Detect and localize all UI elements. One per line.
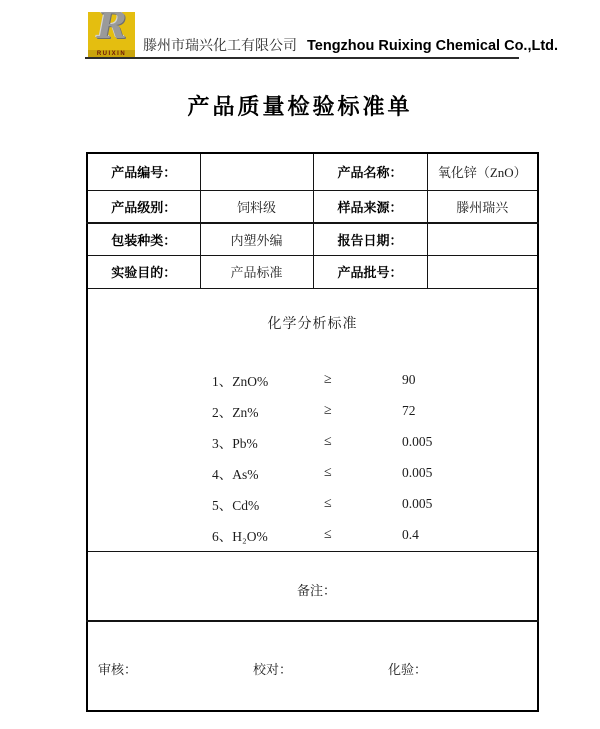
logo-r-icon: R xyxy=(97,12,127,47)
company-name-english: Tengzhou Ruixing Chemical Co.,Ltd. xyxy=(307,38,559,54)
sample-source-label: 样品来源： xyxy=(313,190,427,223)
analysis-item-no: 5、 xyxy=(212,498,233,513)
analysis-item xyxy=(212,396,537,427)
table-row xyxy=(87,190,538,223)
analysis-item-value: 0.005 xyxy=(402,496,433,511)
table-row xyxy=(87,621,538,711)
company-name-line xyxy=(143,35,583,55)
company-logo xyxy=(88,12,135,58)
analysis-item xyxy=(212,365,537,396)
analysis-item xyxy=(212,458,537,489)
batch-number-value xyxy=(427,255,538,288)
chemical-analysis-section xyxy=(87,288,538,551)
analysis-item-value: 0.005 xyxy=(402,465,433,480)
analysis-item-operator: ≤ xyxy=(324,527,332,542)
logo-brand-strip: RUIXIN xyxy=(88,50,135,58)
analysis-item xyxy=(212,520,537,551)
analysis-item-value: 0.005 xyxy=(402,434,433,449)
analysis-item-list xyxy=(88,365,537,551)
analysis-item-no: 4、 xyxy=(212,467,233,482)
table-row xyxy=(87,551,538,621)
analysis-item-name: As% xyxy=(232,467,259,482)
product-code-value xyxy=(200,153,313,190)
analysis-item-name: ZnO% xyxy=(232,374,269,389)
analysis-item-no: 6、 xyxy=(212,529,233,544)
header-divider xyxy=(85,57,519,59)
report-date-value xyxy=(427,223,538,255)
signoff-cell xyxy=(87,621,538,711)
analysis-item-name: Pb% xyxy=(232,436,258,451)
analysis-item-no: 1、 xyxy=(212,374,233,389)
analysis-heading: 化学分析标准 xyxy=(267,316,358,332)
product-grade-value: 饲料级 xyxy=(200,190,313,223)
analysis-item-operator: ≤ xyxy=(324,496,332,511)
proofread-label: 校对： xyxy=(253,662,293,677)
product-grade-label: 产品级别： xyxy=(87,190,200,223)
table-row xyxy=(87,255,538,288)
packaging-type-value: 内塑外编 xyxy=(200,223,313,255)
analysis-item-operator: ≤ xyxy=(324,465,332,480)
company-name-chinese: 滕州市瑞兴化工有限公司 xyxy=(143,39,297,54)
sample-source-value: 滕州瑞兴 xyxy=(427,190,538,223)
analysis-item-operator: ≥ xyxy=(324,372,332,387)
analysis-item xyxy=(212,427,537,458)
table-row xyxy=(87,288,538,551)
analysis-item-name: Cd% xyxy=(232,498,260,513)
analysis-item-no: 3、 xyxy=(212,436,233,451)
logo-square xyxy=(88,12,135,50)
test-label: 化验： xyxy=(388,662,428,677)
inspection-form-table xyxy=(86,152,539,712)
analysis-item-operator: ≤ xyxy=(324,434,332,449)
remarks-cell xyxy=(87,551,538,621)
analysis-item-value: 90 xyxy=(402,372,416,387)
test-purpose-value: 产品标准 xyxy=(200,255,313,288)
analysis-item-value: 0.4 xyxy=(402,527,419,542)
packaging-type-label: 包装种类： xyxy=(87,223,200,255)
test-purpose-label: 实验目的： xyxy=(87,255,200,288)
analysis-item-name: Zn% xyxy=(232,405,259,420)
analysis-item-value: 72 xyxy=(402,403,416,418)
batch-number-label: 产品批号： xyxy=(313,255,427,288)
review-label: 审核： xyxy=(98,662,138,677)
analysis-item xyxy=(212,489,537,520)
report-date-label: 报告日期： xyxy=(313,223,427,255)
product-name-label: 产品名称： xyxy=(313,153,427,190)
analysis-item-operator: ≥ xyxy=(324,403,332,418)
analysis-item-no: 2、 xyxy=(212,405,233,420)
product-code-label: 产品编号： xyxy=(87,153,200,190)
analysis-item-name: H₂O% xyxy=(232,529,268,544)
page-title: 产品质量检验标准单 xyxy=(187,94,413,119)
product-name-value: 氧化锌（ZnO） xyxy=(427,153,538,190)
table-row xyxy=(87,153,538,190)
remarks-label: 备注： xyxy=(296,583,336,599)
table-row xyxy=(87,223,538,255)
